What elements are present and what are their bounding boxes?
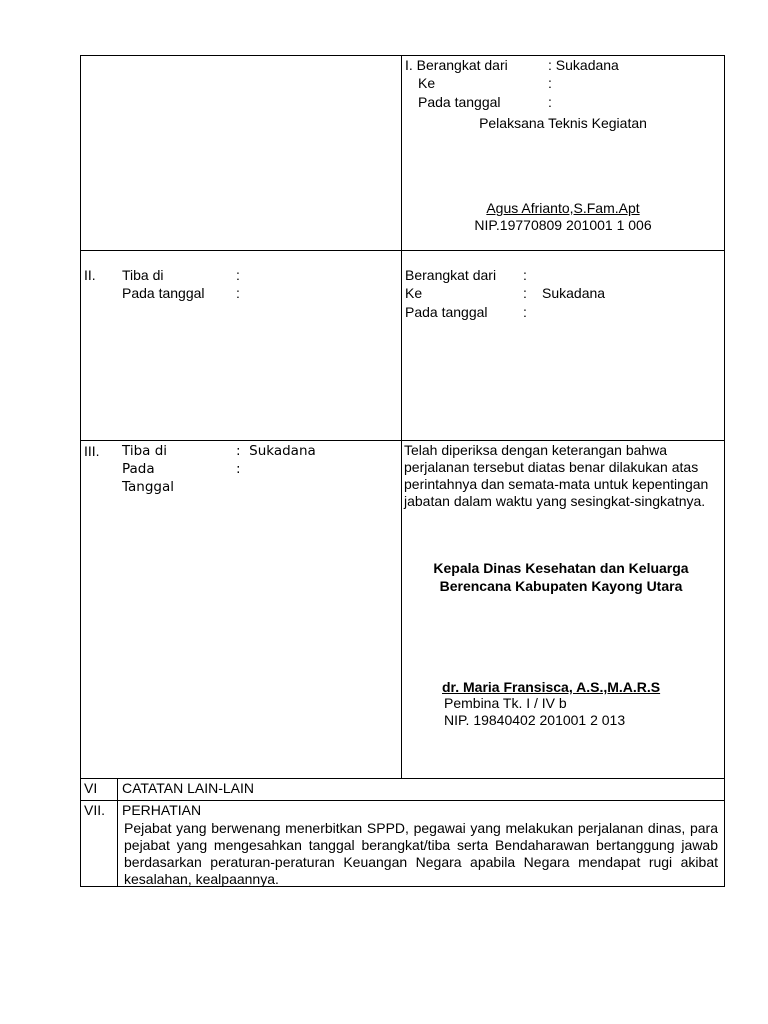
pada-tanggal-label: Pada tanggal xyxy=(122,285,205,301)
pada-label: Pada xyxy=(122,461,155,477)
section-7-numeral: VII. xyxy=(84,802,106,818)
section-6-title: CATATAN LAIN-LAIN xyxy=(122,780,254,796)
signer-rank: Pembina Tk. I / IV b xyxy=(444,695,567,711)
verification-statement: Telah diperiksa dengan keterangan bahwa perjalanan tersebut diatas benar dilakukan atas perintahnya dan semata-mata untuk kepentingan jabatan dalam waktu yang sesingkat-singkatnya. xyxy=(404,442,709,509)
pada-tanggal-right-label: Pada tanggal xyxy=(405,304,488,320)
tiba-di-label: Tiba di xyxy=(122,443,168,459)
section-6-numeral: VI xyxy=(84,780,98,796)
signer-name: Agus Afrianto,S.Fam.Apt xyxy=(486,200,640,216)
ke-value: : xyxy=(548,75,552,91)
berangkat-dari-label: I. Berangkat dari xyxy=(405,57,508,73)
signer-role: Pelaksana Teknis Kegiatan xyxy=(479,115,647,131)
pada-tanggal-right-value: : xyxy=(523,304,527,320)
ke-value: Sukadana xyxy=(542,285,606,301)
section-7-body: Pejabat yang berwenang menerbitkan SPPD, pegawai yang melakukan perjalanan dinas, para pejabat yang mengesahkan tanggal berangkat/tiba serta Bendaharawan bertanggung jawab berdasarkan peraturan-peraturan Keuangan Negara apabila Negara mendapat rugi akibat kesalahan, kealpaannya. xyxy=(124,820,718,887)
berangkat-dari-value: : Sukadana xyxy=(548,57,619,73)
tiba-di-value: : Sukadana xyxy=(236,443,316,459)
office-line-1: Kepala Dinas Kesehatan dan Keluarga xyxy=(433,560,689,576)
section-3-numeral: III. xyxy=(84,443,100,459)
pada-tanggal-label: Pada tanggal xyxy=(418,94,501,110)
column-divider-main xyxy=(401,55,402,778)
office-line-2: Berencana Kabupaten Kayong Utara xyxy=(439,578,683,594)
ke-label: Ke xyxy=(418,75,436,91)
ke-label: Ke xyxy=(405,285,423,301)
signer-nip: NIP. 19840402 201001 2 013 xyxy=(444,712,626,728)
tanggal-label: Tanggal xyxy=(122,479,175,495)
tiba-di-value: : xyxy=(236,267,240,283)
pada-tanggal-value: : xyxy=(236,285,240,301)
pada-value: : xyxy=(236,461,241,477)
row-divider-2 xyxy=(80,440,725,441)
signer-name: dr. Maria Fransisca, A.S.,M.A.R.S xyxy=(442,679,661,695)
ke-colon: : xyxy=(523,285,527,301)
signer-nip: NIP.19770809 201001 1 006 xyxy=(474,217,652,233)
section-2-numeral: II. xyxy=(84,267,96,283)
row-divider-1 xyxy=(80,250,725,251)
berangkat-dari-label: Berangkat dari xyxy=(405,267,497,283)
pada-tanggal-value: : xyxy=(548,94,552,110)
berangkat-dari-value: : xyxy=(523,267,527,283)
column-divider-numeral xyxy=(117,778,118,887)
tiba-di-label: Tiba di xyxy=(122,267,164,283)
section-7-title: PERHATIAN xyxy=(122,802,202,818)
